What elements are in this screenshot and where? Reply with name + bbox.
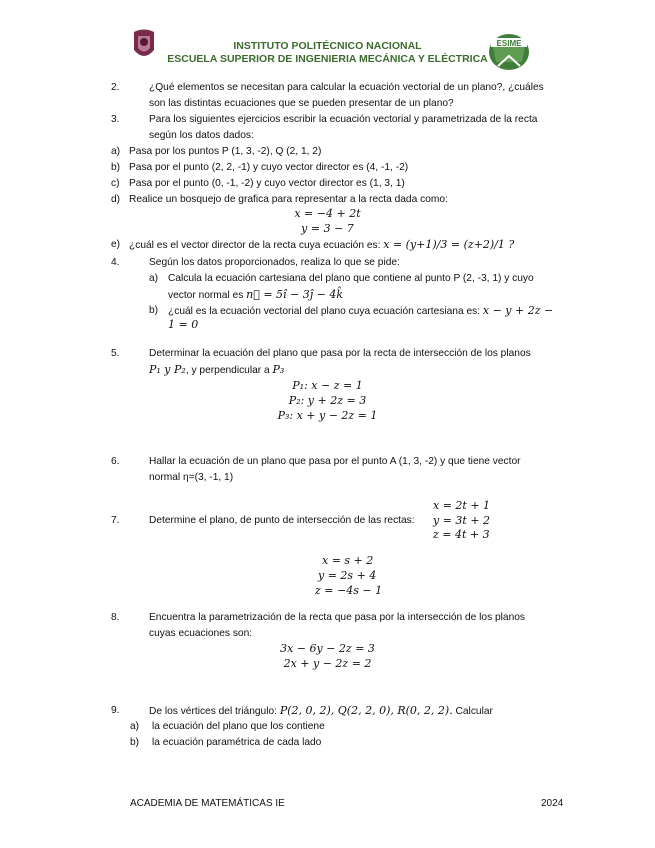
q7-eq1: x = 2t + 1 [433,499,491,512]
q7-eq3: z = 4t + 3 [433,528,490,541]
header-school: ESCUELA SUPERIOR DE INGENIERIA MECÁNICA Y ELÉCTRICA [167,53,488,65]
q4-number: 4. [111,257,120,268]
q7-text: Determine el plano, de punto de intersección de las rectas: [149,515,415,526]
q3d-eq1: x = −4 + 2t [294,207,361,220]
q7-eq6: z = −4s − 1 [315,584,383,597]
q8-number: 8. [111,612,120,623]
q3c-text: Pasa por el punto (0, -1, -2) y cuyo vector director es (1, 3, 1) [129,178,405,189]
q3b-text: Pasa por el punto (2, 2, -1) y cuyo vector director es (4, -1, -2) [129,162,409,173]
q9-line [149,704,493,719]
q8-line2: cuyas ecuaciones son: [149,628,253,639]
q5-planes: P₁ y P₂ [149,363,186,376]
q4a-line2 [168,288,343,303]
q4b-eq1: x − y + 2z − [482,304,554,317]
svg-text:ESIME: ESIME [496,39,522,48]
q3d-label: d) [111,194,121,205]
q5-plane3: P₃ [272,363,285,376]
q3-line2: según los datos dados: [149,130,254,141]
q8-eq2: 2x + y − 2z = 2 [283,657,372,670]
q7-eq4: x = s + 2 [322,554,374,567]
q9a-label: a) [130,721,140,732]
q5-line2 [149,363,284,378]
q4b-eq2: 1 = 0 [168,318,199,331]
q9a-text: la ecuación del plano que los contiene [152,721,325,732]
q9-eq: P(2, 0, 2), Q(2, 2, 0), R(0, 2, 2). [279,704,453,717]
q5-line1: Determinar la ecuación del plano que pasa por la recta de intersección de los planos [149,348,531,359]
q4-text: Según los datos proporcionados, realiza lo que se pide: [149,257,400,268]
header-institution: INSTITUTO POLITÉCNICO NACIONAL [233,40,422,52]
q4a-label: a) [149,273,159,284]
q7-eq2: y = 3t + 2 [433,514,491,527]
q3e-text: ¿cuál es el vector director de la recta cuya ecuación es: [129,240,384,251]
q3a-text: Pasa por los puntos P (1, 3, -2), Q (2, 1, 2) [129,146,322,157]
q9-number: 9. [111,705,120,716]
q3d-eq2: y = 3 − 7 [301,222,354,235]
q8-eq1: 3x − 6y − 2z = 3 [280,642,375,655]
q3e-eq: x = (y+1)/3 = (z+2)/1 ? [383,238,515,251]
q2-line1: ¿Qué elementos se necesitan para calcular la ecuación vectorial de un plano?, ¿cuáles [149,82,544,93]
q4b-text: ¿cuál es la ecuación vectorial del plano cuya ecuación cartesiana es: [168,306,483,317]
q4a-text: vector normal es [168,290,247,301]
q3b-label: b) [111,162,121,173]
q9-text: De los vértices del triángulo: [149,706,280,717]
q5-eq2: P₂: y + 2z = 3 [288,394,367,407]
q8-line1: Encuentra la parametrización de la recta que pasa por la intersección de los planos [149,612,526,623]
q2-line2: son las distintas ecuaciones que se pueden presentar de un plano? [149,98,454,109]
q6-number: 6. [111,456,120,467]
q5-text: , y perpendicular a [185,365,273,376]
q9b-text: la ecuación paramétrica de cada lado [152,737,322,748]
q4a-line1: Calcula la ecuación cartesiana del plano que contiene al punto P (2, -3, 1) y cuyo [168,273,534,284]
q4a-eq: n⃗ = 5î − 3ĵ − 4k̂ [246,288,344,301]
q3e-line [129,238,514,253]
q3a-label: a) [111,146,121,157]
q3d-text: Realice un bosquejo de grafica para representar a la recta dada como: [129,194,448,205]
q2-number: 2. [111,82,120,93]
q5-eq3: P₃: x + y − 2z = 1 [277,409,378,422]
q5-eq1: P₁: x − z = 1 [292,379,363,392]
footer-year: 2024 [541,798,564,809]
q3-number: 3. [111,114,120,125]
q3e-label: e) [111,239,121,250]
footer-academy: ACADEMIA DE MATEMÁTICAS IE [130,798,285,809]
q4b-label: b) [149,305,159,316]
q4b-line1 [168,304,553,319]
q9b-label: b) [130,737,140,748]
q6-line1: Hallar la ecuación de un plano que pasa por el punto A (1, 3, -2) y que tiene vector [149,456,521,467]
q9-tail: Calcular [452,706,493,717]
q6-line2: normal η=(3, -1, 1) [149,472,234,483]
q7-eq5: y = 2s + 4 [318,569,377,582]
q3-line1: Para los siguientes ejercicios escribir la ecuación vectorial y parametrizada de la recta [149,114,538,125]
q3c-label: c) [111,178,120,189]
q7-number: 7. [111,515,120,526]
q5-number: 5. [111,348,120,359]
